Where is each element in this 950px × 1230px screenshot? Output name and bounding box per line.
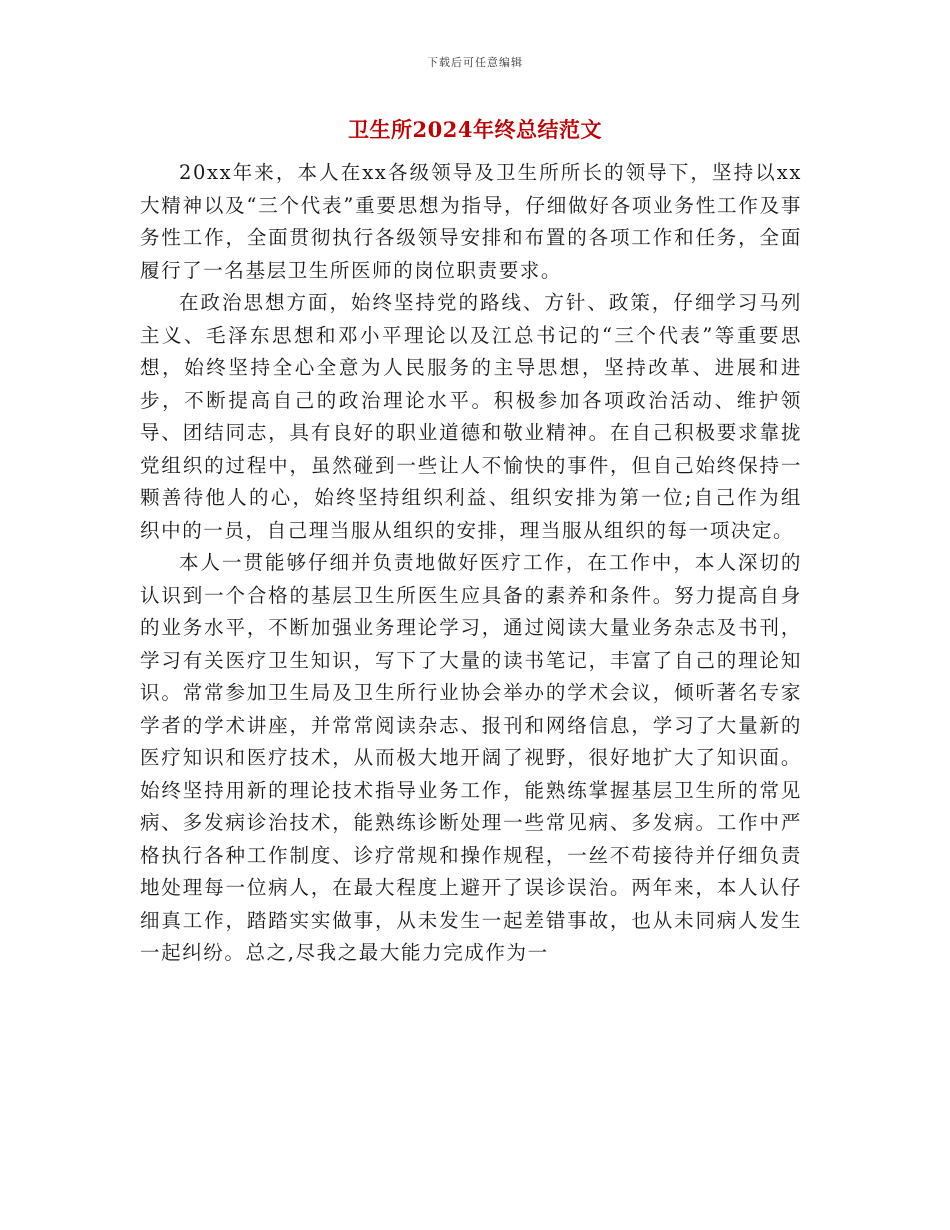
paragraph-political-thought: 在政治思想方面，始终坚持党的路线、方针、政策，仔细学习马列主义、毛泽东思想和邓小平理论以及江总书记的“三个代表”等重要思想，始终坚持全心全意为人民服务的主导思想，坚持改革、进展和进步，不断提高自己的政治理论水平。积极参加各项政治活动、维护领导、团结同志，具有良好的职业道德和敬业精神。在自己积极要求靠拢党组织的过程中，虽然碰到一些让人不愉快的事件，但自己始终保持一颗善待他人的心，始终坚持组织利益、组织安排为第一位;自己作为组织中的一员，自己理当服从组织的安排，理当服从组织的每一项决定。 — [140, 291, 802, 542]
document-title: 卫生所2024年终总结范文 — [348, 117, 602, 142]
paragraph-intro: 20xx年来，本人在xx各级领导及卫生所所长的领导下，坚持以xx大精神以及“三个代表”重要思想为指导，仔细做好各项业务性工作及事务性工作，全面贯彻执行各级领导安排和布置的各项工作和任务，全面履行了一名基层卫生所医师的岗位职责要求。 — [140, 161, 802, 282]
paragraph-medical-work: 本人一贯能够仔细并负责地做好医疗工作，在工作中，本人深切的认识到一个合格的基层卫生所医生应具备的素养和条件。努力提高自身的业务水平，不断加强业务理论学习，通过阅读大量业务杂志及书刊，学习有关医疗卫生知识，写下了大量的读书笔记，丰富了自己的理论知识。常常参加卫生局及卫生所行业协会举办的学术会议，倾听著名专家学者的学术讲座，并常常阅读杂志、报刊和网络信息，学习了大量新的医疗知识和医疗技术，从而极大地开阔了视野，很好地扩大了知识面。始终坚持用新的理论技术指导业务工作，能熟练掌握基层卫生所的常见病、多发病诊治技术，能熟练诊断处理一些常见病、多发病。工作中严格执行各种工作制度、诊疗常规和操作规程，一丝不苟接待并仔细负责地处理每一位病人，在最大程度上避开了误诊误治。两年来，本人认仔细真工作，踏踏实实做事，从未发生一起差错事故，也从未同病人发生一起纠纷。总之,尽我之最大能力完成作为一 — [140, 551, 802, 964]
document-body — [140, 157, 802, 970]
header-note: 下载后可任意编辑 — [427, 56, 523, 69]
